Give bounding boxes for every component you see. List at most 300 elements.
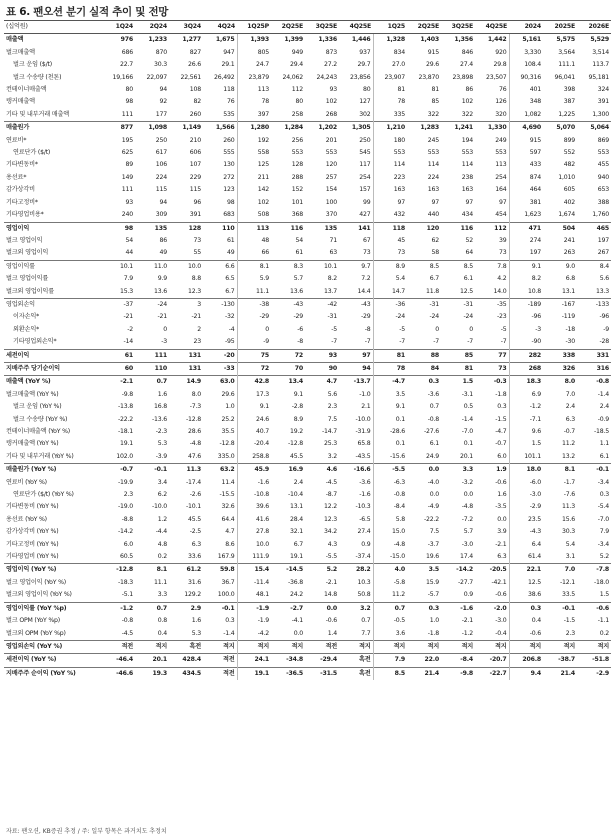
cell-value: 110 (203, 222, 237, 235)
cell-value: 71 (329, 236, 337, 244)
cell-value: 95,181 (588, 73, 609, 81)
header-cell: 2Q24 (135, 21, 169, 34)
cell-value: 14.0 (493, 287, 507, 295)
cell-value: 76 (499, 86, 507, 94)
cell-value: 4.2 (497, 275, 507, 283)
cell-value: -9 (603, 325, 609, 333)
cell-value: 6.0 (497, 452, 507, 460)
cell-value: -130 (203, 298, 237, 311)
header-cell: 2026E (577, 21, 611, 34)
cell-value: -0.5 (373, 615, 407, 627)
row-label: 기타고정비 (YoY %) (6, 540, 59, 548)
cell-value: -36.5 (271, 667, 305, 680)
cell-value: 322 (427, 110, 439, 118)
cell-value: -12.8 (287, 440, 303, 448)
cell-value: 454 (495, 211, 507, 219)
cell-value: 553 (427, 149, 439, 157)
cell-value: 8.8 (191, 275, 201, 283)
cell-value: -9.8 (441, 667, 475, 680)
cell-value: -1.1 (597, 617, 609, 625)
cell-value: 5,529 (590, 36, 609, 44)
cell-value: 40.7 (237, 426, 271, 438)
cell-value: 114 (427, 161, 439, 169)
cell-value: -0.1 (543, 602, 577, 615)
cell-value: 적지 (237, 640, 271, 653)
cell-value: 49 (159, 249, 167, 257)
row-label: 세전이익 (YoY %) (4, 654, 101, 667)
cell-value: 2.3 (565, 629, 575, 637)
cell-value: 14.4 (357, 287, 371, 295)
cell-value: 20.1 (135, 654, 169, 667)
cell-value: 28.4 (290, 515, 303, 523)
cell-value: 249 (495, 136, 507, 144)
cell-value: -10.4 (287, 491, 303, 499)
cell-value: 1,284 (271, 122, 305, 135)
cell-value: -18 (565, 325, 575, 333)
cell-value: -2.1 (325, 578, 337, 586)
cell-value: 25.3 (324, 440, 337, 448)
cell-value: 683 (223, 211, 235, 219)
table-row (4, 551, 611, 564)
cell-value: 19.2 (290, 428, 303, 435)
cell-value: 64.4 (221, 515, 235, 523)
cell-value: -15.0 (373, 551, 407, 564)
cell-value: 1.5 (599, 591, 609, 599)
cell-value: 47.6 (188, 452, 201, 460)
header-row (4, 21, 611, 34)
cell-value: 5.9 (237, 273, 271, 285)
cell-value: 260 (189, 110, 201, 118)
cell-value: -7 (500, 338, 507, 346)
cell-value: 553 (495, 149, 507, 157)
cell-value: 111.1 (558, 61, 575, 69)
row-label: 벌크 운임 (YoY %) (13, 403, 62, 411)
cell-value: 263 (563, 249, 575, 257)
cell-value: 455 (597, 161, 609, 169)
cell-value: 149 (121, 173, 133, 181)
cell-value: 402 (563, 198, 575, 206)
header-cell: 3Q25E (305, 21, 339, 34)
cell-value: -2.1 (101, 376, 135, 389)
cell-value: -7.2 (461, 515, 473, 523)
cell-value: 14.9 (169, 376, 203, 389)
cell-value: 적전 (203, 654, 237, 667)
cell-value: 적지 (271, 640, 305, 653)
cell-value: 920 (495, 48, 507, 56)
cell-value: -31.9 (355, 428, 371, 435)
cell-value: -14.5 (271, 564, 305, 577)
cell-value: 9.6 (509, 426, 543, 438)
cell-value: -0.1 (203, 602, 237, 615)
cell-value: 552 (563, 149, 575, 157)
cell-value: 113.7 (592, 61, 609, 69)
cell-value: 7.8 (475, 260, 509, 273)
cell-value: 0.7 (373, 602, 407, 615)
cell-value: 116 (441, 222, 475, 235)
cell-value: 4,690 (509, 122, 543, 135)
cell-value: -10.3 (355, 503, 371, 511)
row-label: 벌크 운임 ($/t) (13, 61, 52, 69)
cell-value: -12.8 (185, 415, 201, 423)
row-label: 영업외손익 (4, 298, 101, 311)
cell-value: -14 (123, 338, 133, 346)
cell-value: 101.1 (509, 451, 543, 464)
cell-value: 0.0 (305, 602, 339, 615)
unit-label: (십억원) (4, 21, 101, 34)
table-row (4, 654, 611, 667)
cell-value: 39.6 (237, 501, 271, 513)
cell-value: 197 (509, 247, 543, 260)
cell-value: 97 (373, 197, 407, 209)
cell-value: 13.6 (154, 287, 167, 295)
table-row (4, 667, 611, 680)
cell-value: 73 (363, 249, 371, 257)
cell-value: 11.8 (426, 287, 439, 295)
cell-value: -8 (364, 325, 371, 333)
cell-value: -0.9 (597, 415, 609, 423)
cell-value: 1,225 (558, 110, 575, 118)
cell-value: 391 (597, 98, 609, 106)
row-label: 기타 및 내부거래 (YoY %) (6, 452, 74, 460)
cell-value: 19,166 (112, 73, 133, 81)
cell-value: 1,010 (558, 173, 575, 181)
cell-value: -43 (339, 298, 373, 311)
cell-value: 90,316 (509, 72, 543, 84)
cell-value: -3.6 (359, 478, 371, 486)
cell-value: 282 (509, 349, 543, 362)
cell-value: 370 (325, 211, 337, 219)
cell-value: 6.5 (225, 275, 235, 283)
header-cell: 2Q25E (271, 21, 305, 34)
cell-value: 적지 (135, 640, 169, 653)
cell-value: -96 (599, 313, 609, 321)
cell-value: 224 (155, 173, 167, 181)
cell-value: 63.0 (203, 376, 237, 389)
cell-value: -14.2 (117, 528, 133, 536)
cell-value: 5,161 (509, 34, 543, 47)
cell-value: 1,233 (148, 36, 167, 44)
cell-value: 3,514 (592, 48, 609, 56)
cell-value: -43.5 (355, 452, 371, 460)
cell-value: -28 (599, 338, 609, 346)
cell-value: -5 (500, 325, 507, 333)
row-label: 기타영업비 (YoY %) (6, 553, 59, 561)
cell-value: 0.1 (373, 438, 407, 450)
cell-value: -13.6 (151, 415, 167, 423)
table-row (4, 577, 611, 589)
table-title: 표 6. 팬오션 분기 실적 추이 및 전망 (6, 6, 169, 18)
cell-value: 9.7 (339, 260, 373, 273)
table-row (4, 286, 611, 299)
cell-value: 26.6 (188, 61, 201, 69)
cell-value: 86 (465, 86, 473, 94)
cell-value: 1,330 (475, 122, 509, 135)
cell-value: 2.3 (327, 403, 337, 411)
cell-value: -4.5 (121, 629, 133, 637)
cell-value: -13.7 (339, 376, 373, 389)
cell-value: 52 (465, 236, 473, 244)
cell-value: -20 (203, 349, 237, 362)
cell-value: 100 (325, 198, 337, 206)
cell-value: -3.2 (461, 478, 473, 486)
cell-value: 348 (509, 96, 543, 108)
cell-value: 4.3 (327, 540, 337, 548)
cell-value: -20.5 (475, 564, 509, 577)
cell-value: 2.4 (293, 478, 303, 486)
cell-value: 11.1 (154, 578, 167, 586)
cell-value: -2.7 (271, 602, 305, 615)
cell-value: 1,446 (351, 36, 371, 44)
cell-value: 49 (227, 249, 235, 257)
cell-value: -1.5 (563, 617, 575, 625)
cell-value: 272 (223, 173, 235, 181)
cell-value: 63.2 (203, 464, 237, 477)
row-label: 기타고정비* (6, 198, 38, 206)
cell-value: -0.6 (495, 478, 507, 486)
cell-value: -19.0 (117, 503, 133, 511)
cell-value: 0.3 (407, 602, 441, 615)
row-label: 기타변동비 (YoY %) (6, 503, 59, 511)
cell-value: 0.1 (373, 414, 407, 426)
cell-value: -1.2 (461, 629, 473, 637)
row-label: 벌크 OPM (YoY %p) (6, 617, 60, 625)
cell-value: 48.1 (237, 589, 271, 602)
cell-value: 24.9 (426, 452, 439, 460)
cell-value: 97 (339, 349, 373, 362)
cell-value: 8.9 (293, 415, 303, 423)
cell-value: 13.6 (290, 287, 303, 295)
cell-value: 13.7 (324, 287, 337, 295)
cell-value: 60 (101, 362, 135, 375)
row-label: 벌크외 영업이익률 (6, 287, 54, 295)
cell-value: -7.8 (577, 564, 611, 577)
cell-value: 16.9 (271, 464, 305, 477)
cell-value: 223 (373, 172, 407, 184)
cell-value: -4 (228, 325, 235, 333)
cell-value: 267 (597, 249, 609, 257)
cell-value: 1,283 (407, 122, 441, 135)
cell-value: -2.5 (189, 528, 201, 536)
cell-value: 45.5 (290, 452, 303, 460)
cell-value: 적전 (203, 667, 237, 680)
cell-value: 13.1 (562, 287, 575, 295)
cell-value: 10.1 (305, 260, 339, 273)
cell-value: -10.0 (355, 415, 371, 423)
table-row (4, 311, 611, 323)
cell-value: 11.3 (562, 503, 575, 511)
cell-value: -7.0 (597, 515, 609, 523)
cell-value: 1,098 (135, 122, 169, 135)
row-label: 세전이익 (4, 349, 101, 362)
cell-value: 324 (597, 86, 609, 94)
cell-value: 102.0 (116, 452, 133, 460)
row-label: 탱커매출액 (6, 98, 35, 106)
cell-value: 8.2 (327, 275, 337, 283)
cell-value: 558 (237, 147, 271, 159)
table-row (4, 589, 611, 602)
cell-value: 30.3 (154, 61, 167, 69)
cell-value: 0.4 (509, 615, 543, 627)
cell-value: -4.1 (291, 617, 303, 625)
cell-value: 0.7 (135, 602, 169, 615)
cell-value: 163 (373, 184, 407, 196)
cell-value: 흑전 (169, 640, 203, 653)
cell-value: 617 (155, 149, 167, 157)
cell-value: -1.0 (359, 390, 371, 398)
cell-value: 72 (271, 349, 305, 362)
cell-value: 12.5 (460, 287, 473, 295)
cell-value: -3 (161, 338, 167, 346)
cell-value: 1,336 (318, 36, 337, 44)
cell-value: 81 (441, 362, 475, 375)
cell-value: 8.1 (135, 564, 169, 577)
cell-value: -46.4 (101, 654, 135, 667)
cell-value: 적전 (101, 640, 135, 653)
cell-value: 45.5 (188, 515, 201, 523)
cell-value: 128 (169, 222, 203, 235)
row-label: 매출액 (YoY %) (4, 376, 101, 389)
cell-value: -29 (237, 311, 271, 323)
table-row (4, 564, 611, 577)
row-label: 연료비* (6, 136, 27, 144)
cell-value: 50.8 (357, 591, 371, 599)
cell-value: -8.4 (373, 501, 407, 513)
cell-value: 316 (577, 362, 611, 375)
row-label: 용선료 (YoY %) (6, 515, 47, 523)
cell-value: 27.4 (460, 61, 473, 69)
cell-value: 7.5 (327, 415, 337, 423)
table-row (4, 324, 611, 336)
cell-value: 0.4 (157, 629, 167, 637)
cell-value: 464 (509, 184, 543, 196)
header-cell: 3Q25E (441, 21, 475, 34)
row-label: 영업외손익 (YoY %) (4, 640, 101, 653)
cell-value: 6.7 (429, 275, 439, 283)
cell-value: 5.4 (373, 273, 407, 285)
cell-value: 94 (339, 362, 373, 375)
cell-value: 877 (101, 122, 135, 135)
cell-value: 309 (155, 211, 167, 219)
cell-value: 흑전 (339, 667, 373, 680)
header-cell: 3Q24 (169, 21, 203, 34)
cell-value: 12.2 (324, 503, 337, 511)
cell-value: 24.7 (237, 59, 271, 71)
cell-value: -21 (123, 313, 133, 321)
cell-value: 197 (597, 236, 609, 244)
cell-value: -18.0 (593, 578, 609, 586)
cell-value: -7 (373, 336, 407, 349)
cell-value: 7.5 (429, 528, 439, 536)
cell-value: 3.4 (157, 478, 167, 486)
cell-value: 98 (227, 198, 235, 206)
cell-value: 61.2 (169, 564, 203, 577)
cell-value: -10.1 (185, 503, 201, 511)
row-label: 연료단가 ($/t) (YoY %) (13, 491, 74, 499)
cell-value: 381 (509, 197, 543, 209)
cell-value: 29.1 (221, 61, 235, 69)
cell-value: 12.3 (188, 287, 201, 295)
cell-value: -5.5 (373, 464, 407, 477)
cell-value: -32 (224, 313, 235, 321)
row-label: 영업이익률 (4, 260, 101, 273)
cell-value: -5.7 (427, 591, 439, 599)
cell-value: 73 (193, 236, 201, 244)
cell-value: 19.1 (120, 440, 133, 448)
cell-value: -90 (509, 336, 543, 349)
cell-value: 66 (237, 247, 271, 260)
cell-value: 154 (325, 186, 337, 194)
cell-value: 0.8 (157, 617, 167, 625)
cell-value: 77 (475, 349, 509, 362)
cell-value: -3.0 (495, 617, 507, 625)
row-label: 기타영업비용* (6, 211, 44, 219)
cell-value: 268 (509, 362, 543, 375)
cell-value: -15.5 (219, 491, 235, 499)
cell-value: -0.8 (121, 617, 133, 625)
cell-value: 81 (373, 349, 407, 362)
cell-value: 152 (291, 186, 303, 194)
row-label: 매출원가 (4, 122, 101, 135)
cell-value: 391 (189, 211, 201, 219)
cell-value: -18.5 (593, 428, 609, 435)
cell-value: 107 (189, 161, 201, 169)
cell-value: -12.8 (101, 564, 135, 577)
cell-value: 48 (237, 235, 271, 247)
cell-value: 9.1 (373, 401, 407, 413)
cell-value: 2.9 (169, 602, 203, 615)
cell-value: 245 (427, 136, 439, 144)
cell-value: 78 (373, 96, 407, 108)
cell-value: -3.0 (509, 489, 543, 501)
cell-value: 61 (101, 349, 135, 362)
cell-value: 22.1 (509, 564, 543, 577)
cell-value: 1,241 (441, 122, 475, 135)
cell-value: -8.4 (441, 654, 475, 667)
cell-value: 111 (135, 349, 169, 362)
row-label: 기타변동비* (6, 161, 38, 169)
cell-value: 834 (373, 47, 407, 59)
cell-value: -189 (509, 298, 543, 311)
cell-value: 114 (461, 161, 473, 169)
cell-value: 1,674 (558, 211, 575, 219)
cell-value: 115 (189, 186, 201, 194)
cell-value: 32.1 (290, 528, 303, 536)
table-row (4, 628, 611, 641)
table-row (4, 602, 611, 615)
cell-value: 흑전 (339, 654, 373, 667)
row-label: 기타영업외손익* (13, 338, 57, 346)
cell-value: 508 (237, 209, 271, 222)
header-cell: 4Q25E (475, 21, 509, 34)
cell-value: -0.6 (495, 591, 507, 599)
cell-value: 113 (237, 222, 271, 235)
cell-value: 0.7 (135, 376, 169, 389)
cell-value: -24 (429, 313, 439, 321)
table-row (4, 464, 611, 477)
cell-value: -3.4 (597, 540, 609, 548)
cell-value: 7.7 (361, 629, 371, 637)
cell-value: 401 (509, 84, 543, 96)
cell-value: -42.1 (491, 578, 507, 586)
cell-value: 126 (495, 98, 507, 106)
cell-value: 18.0 (509, 464, 543, 477)
cell-value: -28.6 (373, 426, 407, 438)
cell-value: 206.8 (509, 654, 543, 667)
cell-value: -4.8 (373, 539, 407, 551)
cell-value: 6.3 (191, 540, 201, 548)
cell-value: 97 (431, 198, 439, 206)
cell-value: 3.5 (407, 564, 441, 577)
